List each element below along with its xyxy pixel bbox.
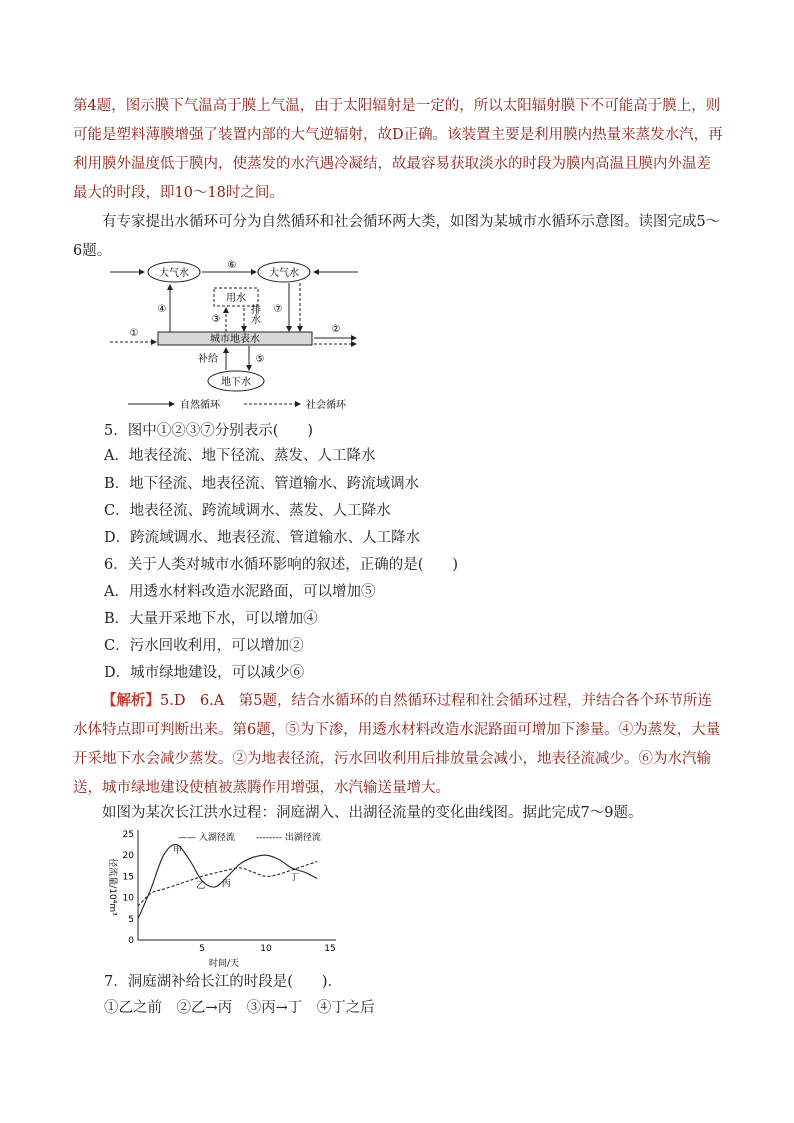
q5-stem: 5．图中①②③⑦分别表示( ) <box>104 423 314 439</box>
point-label: 乙 <box>196 880 206 891</box>
label-7: ⑦ <box>273 304 283 315</box>
q5-option-b: B．地下径流、地表径流、管道输水、跨流域调水 <box>104 476 420 492</box>
q6-option-c: C．污水回收利用，可以增加② <box>104 638 304 654</box>
legend-natural-cycle: 自然循环 <box>180 400 220 411</box>
water-cycle-diagram <box>104 256 364 414</box>
label-4: ④ <box>157 304 167 315</box>
intro-questions-7-9: 如图为某次长江洪水过程：洞庭湖入、出湖径流量的变化曲线图。据此完成7～9题。 <box>102 805 643 821</box>
x-tick-label: 15 <box>324 944 336 954</box>
y-tick-label: 25 <box>122 830 134 840</box>
urban-surface-water-label: 城市地表水 <box>210 334 260 345</box>
y-tick-label: 5 <box>128 914 134 925</box>
water-use-label: 用水 <box>226 293 246 304</box>
q5-option-d: D．跨流域调水、地表径流、管道输水、人工降水 <box>104 530 421 546</box>
analysis-tag: 【解析】 <box>102 692 160 709</box>
q6-option-d: D．城市绿地建设，可以减少⑥ <box>104 665 305 681</box>
label-2: ② <box>331 324 341 335</box>
label-6: ⑥ <box>227 260 237 271</box>
legend-inflow: —— 入湖径流 <box>178 833 235 843</box>
point-label: 甲 <box>173 846 183 857</box>
x-tick-label: 5 <box>199 944 205 954</box>
label-5: ⑤ <box>255 354 265 365</box>
q5-option-c: C．地表径流、跨流域调水、蒸发、人工降水 <box>104 503 391 519</box>
q5-option-a: A．地表径流、地下径流、蒸发、人工降水 <box>104 448 376 464</box>
analysis-text: 5.D 6.A 第5题，结合水循环的自然循环过程和社会循环过程，并结合各个环节所连水体特点即可判断出来。第6题，⑤为下渗，用透水材料改造水泥路面可增加下渗量。④为蒸发，大量开采地下水会减少蒸发。②为地表径流，污水回收利用后排放量会减小，地表径流减少。⑥为水汽输送，城市绿地建设使植被蒸腾作用增强，水汽输送量增大。 <box>73 693 721 796</box>
y-tick-label: 15 <box>122 872 134 883</box>
q6-stem: 6．关于人类对城市水循环影响的叙述，正确的是( ) <box>104 557 459 573</box>
q6-option-a: A．用透水材料改造水泥路面，可以增加⑤ <box>104 584 376 600</box>
label-1: ① <box>129 328 139 339</box>
previous-answer-text: 第4题，图示膜下气温高于膜上气温，由于太阳辐射是一定的，所以太阳辐射膜下不可能高于膜上，则可能是塑料薄膜增强了装置内部的大气逆辐射，故D正确。该装置主要是利用膜内热量来蒸发水汽，再利用膜外温度低于膜内，使蒸发的水汽遇冷凝结，故最容易获取淡水的时段为膜内高温且膜内外温差最大的时段，即10～18时之间。 <box>73 98 723 201</box>
point-label: 丁 <box>289 872 299 883</box>
atmosphere-left-label: 大气水 <box>159 268 189 279</box>
legend-outflow: -------- 出湖径流 <box>256 833 321 843</box>
y-tick-label: 0 <box>128 936 134 946</box>
x-tick-label: 10 <box>260 944 272 954</box>
atmosphere-right-label: 大气水 <box>269 268 299 279</box>
point-label: 丙 <box>221 879 231 890</box>
legend-social-cycle: 社会循环 <box>306 400 346 411</box>
runoff-line-chart <box>98 826 348 968</box>
q6-option-b: B．大量开采地下水，可以增加④ <box>104 611 318 627</box>
y-tick-label: 10 <box>122 893 134 904</box>
y-axis-label: 径流量/10⁴m³ <box>107 858 117 916</box>
recharge-label: 补给 <box>198 354 218 365</box>
intro-questions-5-6: 有专家提出水循环可分为自然循环和社会循环两大类，如图为某城市水循环示意图。读图完成5～6题。 <box>73 214 721 259</box>
q7-stem: 7．洞庭湖补给长江的时段是( ). <box>104 974 333 990</box>
label-3: ③ <box>211 314 221 325</box>
q7-options: ①乙之前 ②乙→丙 ③丙→丁 ④丁之后 <box>104 1000 375 1016</box>
y-tick-label: 20 <box>122 851 134 862</box>
discharge-label: 排水 <box>248 304 260 324</box>
x-axis-label: 时间/天 <box>208 959 240 968</box>
analysis-5-6 <box>73 686 723 803</box>
groundwater-label: 地下水 <box>221 377 251 388</box>
